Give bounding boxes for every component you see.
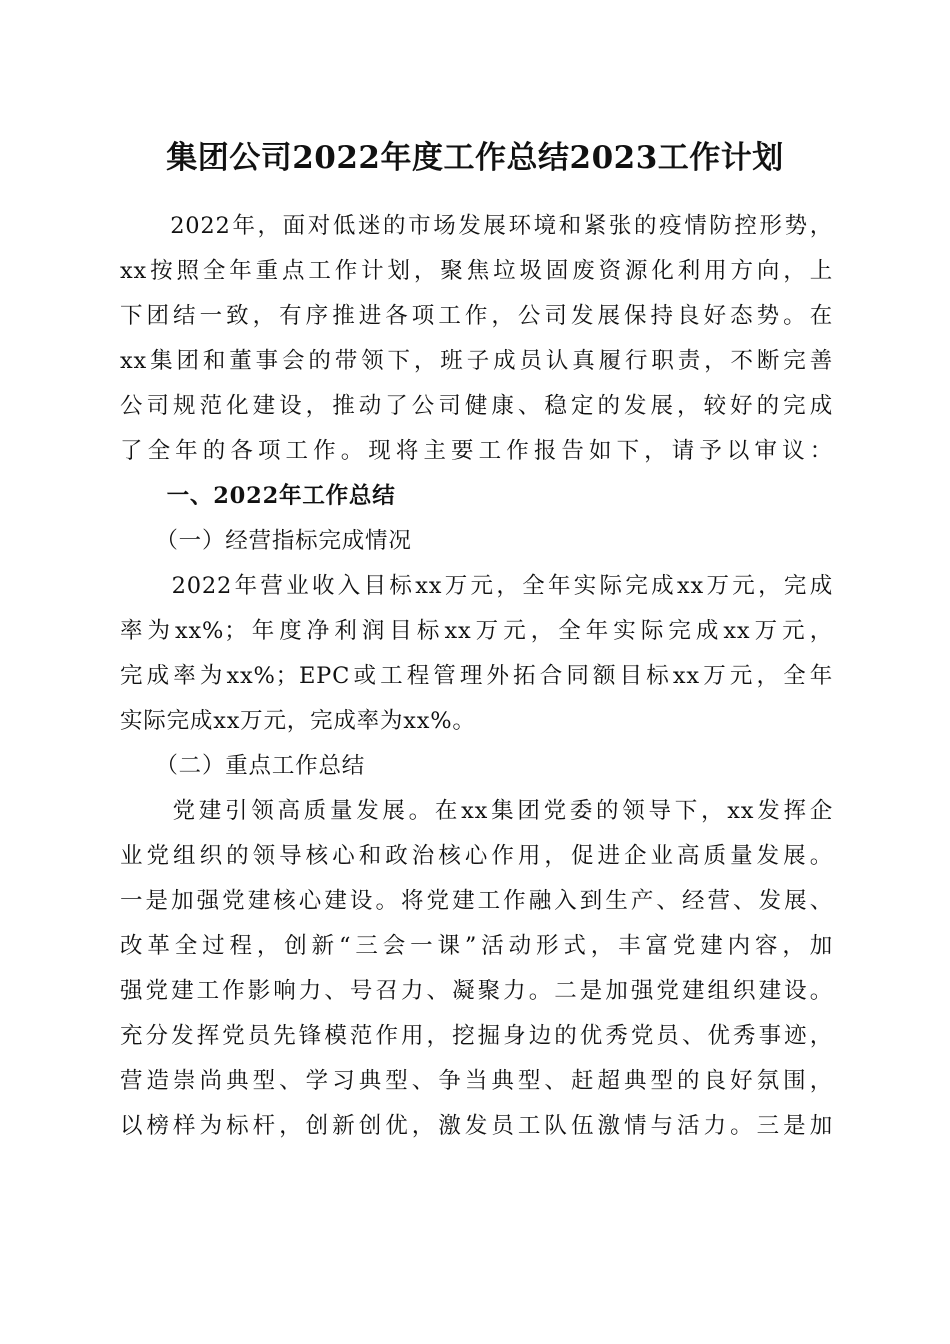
subsection1-line-4: 实际完成xx万元，完成率为xx%。 [120, 708, 476, 734]
subsection2-line-6: 充分发挥党员先锋模范作用，挖掘身边的优秀党员、优秀事迹， [120, 1023, 833, 1049]
section-heading-1: 一、2022年工作总结 [120, 483, 396, 509]
document-title: 集团公司2022年度工作总结2023工作计划 [166, 140, 784, 176]
intro-line-2: xx按照全年重点工作计划，聚焦垃圾固废资源化利用方向，上 [120, 258, 833, 284]
intro-line-1: 2022年，面对低迷的市场发展环境和紧张的疫情防控形势， [120, 213, 833, 239]
intro-line-5: 公司规范化建设，推动了公司健康、稳定的发展，较好的完成 [120, 393, 833, 419]
subsection2-line-3: 一是加强党建核心建设。将党建工作融入到生产、经营、发展、 [120, 888, 833, 914]
intro-line-6: 了全年的各项工作。现将主要工作报告如下，请予以审议： [120, 438, 833, 464]
subsection2-line-8: 以榜样为标杆，创新创优，激发员工队伍激情与活力。三是加 [120, 1113, 833, 1139]
subsection2-line-4: 改革全过程，创新“三会一课”活动形式，丰富党建内容，加 [120, 933, 833, 959]
subsection2-line-1: 党建引领高质量发展。在xx集团党委的领导下，xx发挥企 [120, 798, 833, 824]
subsection-heading-2: （二）重点工作总结 [120, 753, 366, 779]
subsection1-line-2: 率为xx%；年度净利润目标xx万元，全年实际完成xx万元， [120, 618, 833, 644]
intro-line-4: xx集团和董事会的带领下，班子成员认真履行职责，不断完善 [120, 348, 833, 374]
subsection2-line-5: 强党建工作影响力、号召力、凝聚力。二是加强党建组织建设。 [120, 978, 833, 1004]
subsection1-line-1: 2022年营业收入目标xx万元，全年实际完成xx万元，完成 [120, 573, 833, 599]
intro-line-3: 下团结一致，有序推进各项工作，公司发展保持良好态势。在 [120, 303, 833, 329]
subsection-heading-1: （一）经营指标完成情况 [120, 528, 412, 554]
subsection2-line-7: 营造崇尚典型、学习典型、争当典型、赶超典型的良好氛围， [120, 1068, 833, 1094]
subsection2-line-2: 业党组织的领导核心和政治核心作用，促进企业高质量发展。 [120, 843, 833, 869]
subsection1-line-3: 完成率为xx%；EPC或工程管理外拓合同额目标xx万元，全年 [120, 663, 833, 689]
